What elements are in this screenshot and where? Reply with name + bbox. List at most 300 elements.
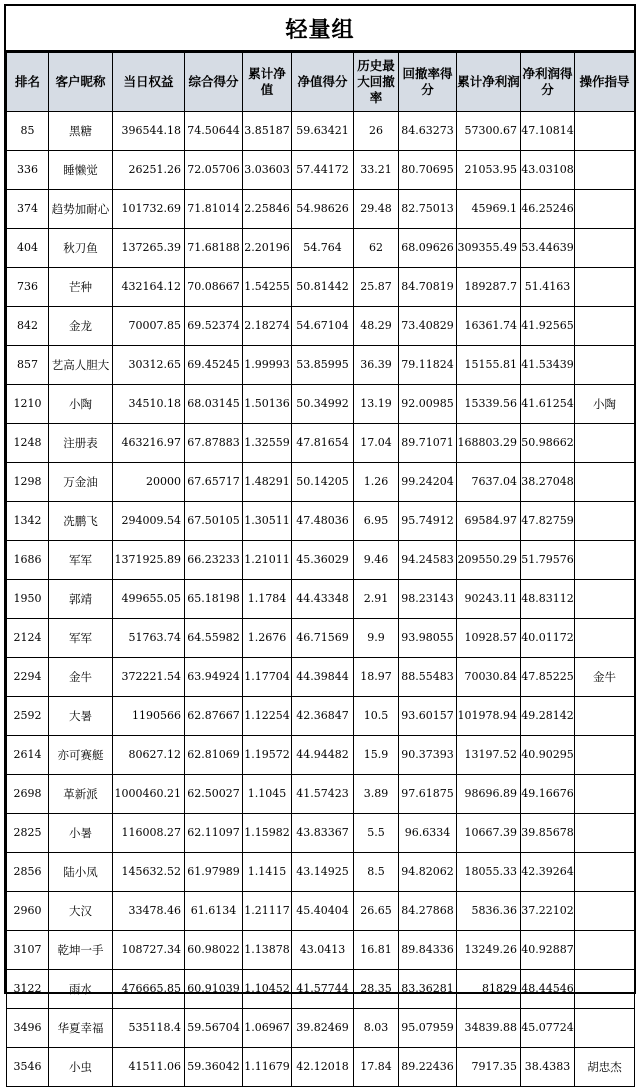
cell-cum-nav: 1.1045 [243, 775, 292, 814]
cell-cum-profit: 15339.56 [457, 385, 521, 424]
cell-drawdown-score: 89.22436 [399, 1048, 457, 1087]
cell-nickname: 金牛 [49, 658, 113, 697]
col-header-rank: 排名 [7, 53, 49, 112]
cell-nickname: 乾坤一手 [49, 931, 113, 970]
cell-max-drawdown: 17.04 [354, 424, 399, 463]
cell-nickname: 秋刀鱼 [49, 229, 113, 268]
cell-drawdown-score: 84.63273 [399, 112, 457, 151]
cell-cum-profit: 57300.67 [457, 112, 521, 151]
cell-nickname: 大汉 [49, 892, 113, 931]
cell-profit-score: 53.44639 [521, 229, 575, 268]
cell-equity: 294009.54 [113, 502, 185, 541]
cell-cum-profit: 45969.1 [457, 190, 521, 229]
cell-max-drawdown: 9.46 [354, 541, 399, 580]
cell-rank: 736 [7, 268, 49, 307]
table-row [7, 190, 635, 229]
cell-equity: 137265.39 [113, 229, 185, 268]
cell-cum-nav: 1.50136 [243, 385, 292, 424]
cell-max-drawdown: 1.26 [354, 463, 399, 502]
cell-drawdown-score: 99.24204 [399, 463, 457, 502]
cell-drawdown-score: 79.11824 [399, 346, 457, 385]
cell-rank: 3496 [7, 1009, 49, 1048]
cell-nav-score: 42.36847 [292, 697, 354, 736]
table-row [7, 1009, 635, 1048]
cell-drawdown-score: 89.84336 [399, 931, 457, 970]
cell-equity: 1371925.89 [113, 541, 185, 580]
cell-max-drawdown: 8.03 [354, 1009, 399, 1048]
cell-max-drawdown: 15.9 [354, 736, 399, 775]
cell-cum-nav: 2.25846 [243, 190, 292, 229]
table-row [7, 112, 635, 151]
cell-profit-score: 39.85678 [521, 814, 575, 853]
cell-profit-score: 38.4383 [521, 1048, 575, 1087]
cell-cum-profit: 90243.11 [457, 580, 521, 619]
col-header-cum-profit: 累计净利润 [457, 53, 521, 112]
cell-equity: 463216.97 [113, 424, 185, 463]
cell-max-drawdown: 16.81 [354, 931, 399, 970]
table-row [7, 970, 635, 1009]
cell-profit-score: 38.27048 [521, 463, 575, 502]
cell-nickname: 黑糖 [49, 112, 113, 151]
cell-profit-score: 48.44546 [521, 970, 575, 1009]
cell-nickname: 小陶 [49, 385, 113, 424]
cell-profit-score: 47.82759 [521, 502, 575, 541]
cell-rank: 1298 [7, 463, 49, 502]
cell-total-score: 62.50027 [185, 775, 243, 814]
cell-rank: 2614 [7, 736, 49, 775]
cell-cum-profit: 7917.35 [457, 1048, 521, 1087]
cell-guidance [575, 151, 635, 190]
cell-rank: 3546 [7, 1048, 49, 1087]
cell-drawdown-score: 97.61875 [399, 775, 457, 814]
cell-nickname: 小虫 [49, 1048, 113, 1087]
cell-cum-nav: 1.99993 [243, 346, 292, 385]
cell-rank: 2960 [7, 892, 49, 931]
cell-profit-score: 41.61254 [521, 385, 575, 424]
cell-nav-score: 39.82469 [292, 1009, 354, 1048]
cell-guidance: 小陶 [575, 385, 635, 424]
cell-guidance: 金牛 [575, 658, 635, 697]
cell-cum-nav: 1.48291 [243, 463, 292, 502]
cell-cum-nav: 1.30511 [243, 502, 292, 541]
cell-cum-profit: 13249.26 [457, 931, 521, 970]
cell-nav-score: 44.39844 [292, 658, 354, 697]
cell-guidance [575, 112, 635, 151]
cell-max-drawdown: 3.89 [354, 775, 399, 814]
cell-total-score: 63.94924 [185, 658, 243, 697]
cell-nav-score: 44.43348 [292, 580, 354, 619]
cell-cum-nav: 1.32559 [243, 424, 292, 463]
cell-cum-profit: 10667.39 [457, 814, 521, 853]
cell-total-score: 60.91039 [185, 970, 243, 1009]
cell-profit-score: 41.53439 [521, 346, 575, 385]
cell-cum-profit: 18055.33 [457, 853, 521, 892]
cell-nav-score: 41.57744 [292, 970, 354, 1009]
cell-nickname: 芒种 [49, 268, 113, 307]
cell-rank: 1210 [7, 385, 49, 424]
table-row [7, 619, 635, 658]
cell-guidance [575, 307, 635, 346]
cell-guidance [575, 268, 635, 307]
cell-equity: 1000460.21 [113, 775, 185, 814]
cell-max-drawdown: 25.87 [354, 268, 399, 307]
cell-nickname: 雨水 [49, 970, 113, 1009]
cell-drawdown-score: 95.74912 [399, 502, 457, 541]
cell-profit-score: 40.92887 [521, 931, 575, 970]
col-header-cum-nav: 累计净值 [243, 53, 292, 112]
cell-nickname: 艺高人胆大 [49, 346, 113, 385]
cell-nav-score: 42.12018 [292, 1048, 354, 1087]
table-row [7, 229, 635, 268]
cell-nav-score: 47.81654 [292, 424, 354, 463]
cell-total-score: 61.6134 [185, 892, 243, 931]
cell-nickname: 趋势加耐心 [49, 190, 113, 229]
cell-equity: 20000 [113, 463, 185, 502]
cell-total-score: 72.05706 [185, 151, 243, 190]
cell-equity: 396544.18 [113, 112, 185, 151]
cell-cum-nav: 2.20196 [243, 229, 292, 268]
cell-total-score: 65.18198 [185, 580, 243, 619]
cell-rank: 1248 [7, 424, 49, 463]
cell-total-score: 64.55982 [185, 619, 243, 658]
cell-equity: 535118.4 [113, 1009, 185, 1048]
table-row [7, 385, 635, 424]
cell-cum-profit: 209550.29 [457, 541, 521, 580]
table-row [7, 853, 635, 892]
col-header-profit-score: 净利润得分 [521, 53, 575, 112]
cell-guidance [575, 814, 635, 853]
cell-nav-score: 41.57423 [292, 775, 354, 814]
cell-total-score: 62.11097 [185, 814, 243, 853]
cell-total-score: 59.56704 [185, 1009, 243, 1048]
cell-cum-nav: 1.13878 [243, 931, 292, 970]
cell-cum-profit: 189287.7 [457, 268, 521, 307]
table-row [7, 463, 635, 502]
cell-total-score: 62.87667 [185, 697, 243, 736]
cell-nickname: 陆小凤 [49, 853, 113, 892]
cell-rank: 842 [7, 307, 49, 346]
sheet-title: 轻量组 [6, 6, 634, 52]
cell-max-drawdown: 33.21 [354, 151, 399, 190]
cell-equity: 432164.12 [113, 268, 185, 307]
cell-profit-score: 51.4163 [521, 268, 575, 307]
cell-nav-score: 47.48036 [292, 502, 354, 541]
cell-guidance [575, 346, 635, 385]
cell-nav-score: 45.40404 [292, 892, 354, 931]
cell-profit-score: 46.25246 [521, 190, 575, 229]
cell-rank: 2698 [7, 775, 49, 814]
cell-nav-score: 50.14205 [292, 463, 354, 502]
cell-max-drawdown: 8.5 [354, 853, 399, 892]
cell-cum-profit: 13197.52 [457, 736, 521, 775]
table-row [7, 307, 635, 346]
table-row [7, 1048, 635, 1087]
cell-profit-score: 41.92565 [521, 307, 575, 346]
cell-rank: 3122 [7, 970, 49, 1009]
cell-equity: 34510.18 [113, 385, 185, 424]
cell-nickname: 华夏幸福 [49, 1009, 113, 1048]
cell-max-drawdown: 29.48 [354, 190, 399, 229]
cell-nickname: 革新派 [49, 775, 113, 814]
cell-rank: 2124 [7, 619, 49, 658]
cell-total-score: 68.03145 [185, 385, 243, 424]
cell-guidance [575, 424, 635, 463]
cell-profit-score: 51.79576 [521, 541, 575, 580]
cell-drawdown-score: 88.55483 [399, 658, 457, 697]
cell-nickname: 冼鹏飞 [49, 502, 113, 541]
cell-profit-score: 47.10814 [521, 112, 575, 151]
cell-drawdown-score: 82.75013 [399, 190, 457, 229]
cell-nickname: 小暑 [49, 814, 113, 853]
cell-total-score: 71.81014 [185, 190, 243, 229]
cell-equity: 145632.52 [113, 853, 185, 892]
cell-max-drawdown: 62 [354, 229, 399, 268]
cell-equity: 33478.46 [113, 892, 185, 931]
header-row [7, 53, 635, 112]
cell-total-score: 60.98022 [185, 931, 243, 970]
cell-equity: 70007.85 [113, 307, 185, 346]
col-header-equity: 当日权益 [113, 53, 185, 112]
cell-guidance: 胡忠杰 [575, 1048, 635, 1087]
cell-drawdown-score: 73.40829 [399, 307, 457, 346]
cell-cum-nav: 3.03603 [243, 151, 292, 190]
cell-total-score: 59.36042 [185, 1048, 243, 1087]
cell-guidance [575, 580, 635, 619]
cell-rank: 1342 [7, 502, 49, 541]
ranking-table [6, 52, 635, 1087]
cell-profit-score: 49.28142 [521, 697, 575, 736]
cell-nickname: 军军 [49, 541, 113, 580]
cell-rank: 336 [7, 151, 49, 190]
col-header-max-drawdown: 历史最大回撤率 [354, 53, 399, 112]
cell-nav-score: 45.36029 [292, 541, 354, 580]
cell-guidance [575, 697, 635, 736]
cell-drawdown-score: 94.82062 [399, 853, 457, 892]
cell-rank: 404 [7, 229, 49, 268]
cell-nickname: 亦可赛艇 [49, 736, 113, 775]
cell-guidance [575, 892, 635, 931]
cell-profit-score: 49.16676 [521, 775, 575, 814]
cell-max-drawdown: 5.5 [354, 814, 399, 853]
table-row [7, 502, 635, 541]
col-header-guidance: 操作指导 [575, 53, 635, 112]
cell-nav-score: 46.71569 [292, 619, 354, 658]
cell-nickname: 大暑 [49, 697, 113, 736]
cell-cum-profit: 34839.88 [457, 1009, 521, 1048]
cell-cum-profit: 21053.95 [457, 151, 521, 190]
cell-guidance [575, 541, 635, 580]
cell-drawdown-score: 95.07959 [399, 1009, 457, 1048]
cell-profit-score: 50.98662 [521, 424, 575, 463]
cell-cum-nav: 1.21117 [243, 892, 292, 931]
cell-nav-score: 57.44172 [292, 151, 354, 190]
cell-cum-profit: 70030.84 [457, 658, 521, 697]
ranking-sheet [4, 4, 636, 1074]
cell-rank: 374 [7, 190, 49, 229]
cell-equity: 80627.12 [113, 736, 185, 775]
cell-cum-nav: 1.21011 [243, 541, 292, 580]
cell-drawdown-score: 93.98055 [399, 619, 457, 658]
cell-rank: 2294 [7, 658, 49, 697]
table-row [7, 931, 635, 970]
cell-total-score: 69.52374 [185, 307, 243, 346]
cell-cum-nav: 3.85187 [243, 112, 292, 151]
cell-cum-nav: 1.1784 [243, 580, 292, 619]
cell-max-drawdown: 26 [354, 112, 399, 151]
cell-drawdown-score: 84.70819 [399, 268, 457, 307]
cell-total-score: 66.23233 [185, 541, 243, 580]
cell-guidance [575, 229, 635, 268]
cell-nickname: 注册表 [49, 424, 113, 463]
col-header-total-score: 综合得分 [185, 53, 243, 112]
cell-cum-nav: 1.10452 [243, 970, 292, 1009]
cell-nav-score: 43.14925 [292, 853, 354, 892]
cell-cum-profit: 16361.74 [457, 307, 521, 346]
cell-drawdown-score: 98.23143 [399, 580, 457, 619]
cell-cum-nav: 1.11679 [243, 1048, 292, 1087]
cell-nickname: 万金油 [49, 463, 113, 502]
cell-guidance [575, 736, 635, 775]
cell-equity: 51763.74 [113, 619, 185, 658]
col-header-drawdown-score: 回撤率得分 [399, 53, 457, 112]
cell-total-score: 62.81069 [185, 736, 243, 775]
table-row [7, 736, 635, 775]
cell-nickname: 睡懒觉 [49, 151, 113, 190]
cell-nav-score: 54.67104 [292, 307, 354, 346]
cell-cum-nav: 1.1415 [243, 853, 292, 892]
cell-total-score: 74.50644 [185, 112, 243, 151]
cell-nav-score: 54.764 [292, 229, 354, 268]
cell-cum-profit: 69584.97 [457, 502, 521, 541]
cell-drawdown-score: 83.36281 [399, 970, 457, 1009]
cell-equity: 101732.69 [113, 190, 185, 229]
cell-profit-score: 48.83112 [521, 580, 575, 619]
table-row [7, 775, 635, 814]
cell-equity: 1190566 [113, 697, 185, 736]
cell-cum-nav: 1.54255 [243, 268, 292, 307]
cell-max-drawdown: 6.95 [354, 502, 399, 541]
cell-cum-nav: 1.06967 [243, 1009, 292, 1048]
cell-max-drawdown: 2.91 [354, 580, 399, 619]
cell-nickname: 郭靖 [49, 580, 113, 619]
table-row [7, 892, 635, 931]
cell-cum-nav: 1.15982 [243, 814, 292, 853]
cell-rank: 2825 [7, 814, 49, 853]
table-row [7, 151, 635, 190]
cell-drawdown-score: 96.6334 [399, 814, 457, 853]
cell-guidance [575, 190, 635, 229]
cell-max-drawdown: 36.39 [354, 346, 399, 385]
cell-cum-profit: 309355.49 [457, 229, 521, 268]
cell-cum-profit: 10928.57 [457, 619, 521, 658]
table-row [7, 814, 635, 853]
cell-cum-nav: 1.19572 [243, 736, 292, 775]
cell-max-drawdown: 18.97 [354, 658, 399, 697]
table-row [7, 580, 635, 619]
table-row [7, 346, 635, 385]
cell-rank: 2592 [7, 697, 49, 736]
table-row [7, 541, 635, 580]
cell-total-score: 67.87883 [185, 424, 243, 463]
table-row [7, 268, 635, 307]
cell-drawdown-score: 80.70695 [399, 151, 457, 190]
cell-total-score: 69.45245 [185, 346, 243, 385]
cell-drawdown-score: 89.71071 [399, 424, 457, 463]
cell-rank: 1686 [7, 541, 49, 580]
cell-guidance [575, 1009, 635, 1048]
cell-guidance [575, 502, 635, 541]
cell-cum-profit: 98696.89 [457, 775, 521, 814]
cell-profit-score: 40.01172 [521, 619, 575, 658]
cell-max-drawdown: 26.65 [354, 892, 399, 931]
cell-equity: 372221.54 [113, 658, 185, 697]
cell-max-drawdown: 28.35 [354, 970, 399, 1009]
cell-max-drawdown: 48.29 [354, 307, 399, 346]
cell-profit-score: 43.03108 [521, 151, 575, 190]
cell-nav-score: 53.85995 [292, 346, 354, 385]
cell-profit-score: 42.39264 [521, 853, 575, 892]
cell-drawdown-score: 68.09626 [399, 229, 457, 268]
cell-rank: 85 [7, 112, 49, 151]
cell-profit-score: 45.07724 [521, 1009, 575, 1048]
cell-nav-score: 59.63421 [292, 112, 354, 151]
cell-drawdown-score: 93.60157 [399, 697, 457, 736]
cell-guidance [575, 619, 635, 658]
cell-drawdown-score: 90.37393 [399, 736, 457, 775]
cell-drawdown-score: 94.24583 [399, 541, 457, 580]
cell-nickname: 军军 [49, 619, 113, 658]
cell-nav-score: 54.98626 [292, 190, 354, 229]
cell-cum-nav: 1.2676 [243, 619, 292, 658]
cell-nav-score: 50.81442 [292, 268, 354, 307]
cell-equity: 26251.26 [113, 151, 185, 190]
table-row [7, 658, 635, 697]
cell-nav-score: 50.34992 [292, 385, 354, 424]
cell-rank: 1950 [7, 580, 49, 619]
cell-profit-score: 40.90295 [521, 736, 575, 775]
table-row [7, 697, 635, 736]
cell-guidance [575, 853, 635, 892]
cell-drawdown-score: 84.27868 [399, 892, 457, 931]
cell-cum-nav: 1.12254 [243, 697, 292, 736]
cell-max-drawdown: 9.9 [354, 619, 399, 658]
cell-nickname: 金龙 [49, 307, 113, 346]
cell-guidance [575, 931, 635, 970]
cell-cum-profit: 5836.36 [457, 892, 521, 931]
cell-guidance [575, 970, 635, 1009]
cell-equity: 116008.27 [113, 814, 185, 853]
cell-total-score: 70.08667 [185, 268, 243, 307]
cell-total-score: 67.50105 [185, 502, 243, 541]
table-row [7, 424, 635, 463]
cell-cum-nav: 2.18274 [243, 307, 292, 346]
cell-profit-score: 47.85225 [521, 658, 575, 697]
cell-equity: 499655.05 [113, 580, 185, 619]
cell-equity: 41511.06 [113, 1048, 185, 1087]
cell-cum-profit: 7637.04 [457, 463, 521, 502]
cell-rank: 3107 [7, 931, 49, 970]
cell-equity: 108727.34 [113, 931, 185, 970]
cell-rank: 2856 [7, 853, 49, 892]
cell-guidance [575, 463, 635, 502]
col-header-nickname: 客户昵称 [49, 53, 113, 112]
cell-cum-profit: 81829 [457, 970, 521, 1009]
cell-total-score: 71.68188 [185, 229, 243, 268]
cell-drawdown-score: 92.00985 [399, 385, 457, 424]
cell-nav-score: 43.83367 [292, 814, 354, 853]
cell-rank: 857 [7, 346, 49, 385]
cell-profit-score: 37.22102 [521, 892, 575, 931]
